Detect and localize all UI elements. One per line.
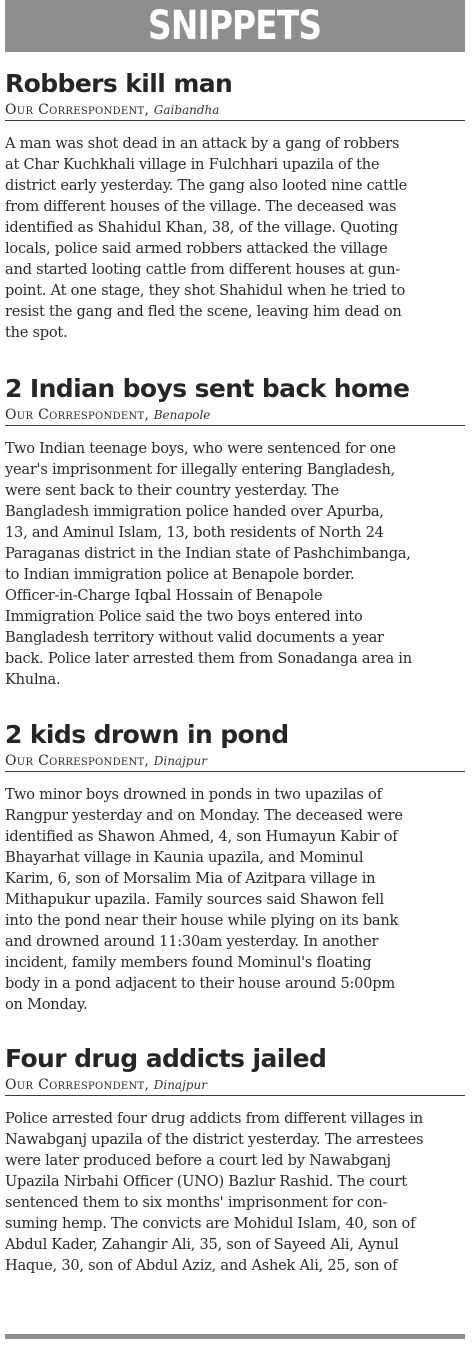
article-kids-drown-in-pond (5, 719, 465, 1015)
article-drug-addicts-jailed (5, 1043, 465, 1276)
body-line: Bhayarhat village in Kaunia upazila, and Mominul (5, 849, 364, 866)
article-headline[interactable]: 2 Indian boys sent back home (5, 374, 410, 403)
body-line: Officer-in-Charge Iqbal Hossain of Benapole (5, 587, 323, 604)
body-line: Police arrested four drug addicts from different villages in (5, 1110, 423, 1127)
byline-location: Dinajpur (153, 754, 207, 768)
body-line: Upazila Nirbahi Officer (UNO) Bazlur Rashid. The court (5, 1173, 407, 1190)
body-line: were later produced before a court led by Nawabganj (5, 1152, 391, 1169)
body-line: were sent back to their country yesterday. The (5, 482, 339, 499)
body-line: Immigration Police said the two boys entered into (5, 608, 363, 625)
body-line: district early yesterday. The gang also looted nine cattle (5, 177, 408, 194)
body-line: and started looting cattle from different houses at gun- (5, 261, 401, 278)
section-banner (5, 0, 465, 52)
article-body (5, 438, 465, 690)
article-body (5, 784, 465, 1015)
body-line: sentenced them to six months' imprisonment for con- (5, 1194, 388, 1211)
body-line: point. At one stage, they shot Shahidul when he tried to (5, 282, 406, 299)
body-line: the spot. (5, 324, 68, 341)
article-headline[interactable]: Four drug addicts jailed (5, 1044, 327, 1073)
body-line: incident, family members found Mominul's floating (5, 954, 372, 971)
body-line: back. Police later arrested them from Sonadanga area in (5, 650, 412, 667)
article-robbers-kill-man (5, 68, 465, 343)
body-line: on Monday. (5, 996, 88, 1013)
body-line: Mithapukur upazila. Family sources said Shawon fell (5, 891, 384, 908)
body-line: A man was shot dead in an attack by a gang of robbers (5, 135, 400, 152)
body-line: Karim, 6, son of Morsalim Mia of Azitpara village in (5, 870, 376, 887)
body-line: into the pond near their house while plying on its bank (5, 912, 399, 929)
article-byline (5, 752, 465, 772)
body-line: locals, police said armed robbers attacked the village (5, 240, 388, 257)
bottom-divider (5, 1334, 465, 1339)
byline-author: Our Correspondent, (5, 407, 150, 423)
body-line: 13, and Aminul Islam, 13, both residents of North 24 (5, 524, 384, 541)
section-title: SNIPPETS (148, 3, 322, 49)
byline-location: Gaibandha (153, 103, 220, 117)
byline-location: Dinajpur (153, 1078, 207, 1092)
body-line: to Indian immigration police at Benapole border. (5, 566, 355, 583)
body-line: at Char Kuchkhali village in Fulchhari upazila of the (5, 156, 380, 173)
body-line: Rangpur yesterday and on Monday. The deceased were (5, 807, 403, 824)
article-byline (5, 1076, 465, 1096)
body-line: Abdul Kader, Zahangir Ali, 35, son of Sayeed Ali, Aynul (5, 1236, 399, 1253)
body-line: Two minor boys drowned in ponds in two upazilas of (5, 786, 382, 803)
body-line: Bangladesh immigration police handed over Apurba, (5, 503, 384, 520)
body-line: year's imprisonment for illegally entering Bangladesh, (5, 461, 396, 478)
body-line: body in a pond adjacent to their house around 5:00pm (5, 975, 395, 992)
body-line: Two Indian teenage boys, who were sentenced for one (5, 440, 396, 457)
body-line: identified as Shahidul Khan, 38, of the village. Quoting (5, 219, 398, 236)
body-line: Paraganas district in the Indian state of Pashchimbanga, (5, 545, 411, 562)
body-line: resist the gang and fled the scene, leaving him dead on (5, 303, 402, 320)
body-line: from different houses of the village. The deceased was (5, 198, 397, 215)
body-line: and drowned around 11:30am yesterday. In another (5, 933, 379, 950)
body-line: suming hemp. The convicts are Mohidul Islam, 40, son of (5, 1215, 416, 1232)
byline-location: Benapole (153, 408, 211, 422)
article-body (5, 133, 465, 343)
body-line: Khulna. (5, 671, 61, 688)
body-line: Nawabganj upazila of the district yesterday. The arrestees (5, 1131, 424, 1148)
byline-author: Our Correspondent, (5, 1077, 150, 1093)
body-line: identified as Shawon Ahmed, 4, son Humayun Kabir of (5, 828, 398, 845)
article-headline[interactable]: Robbers kill man (5, 69, 233, 98)
byline-author: Our Correspondent, (5, 102, 150, 118)
body-line: Haque, 30, son of Abdul Aziz, and Ashek Ali, 25, son of (5, 1257, 398, 1274)
article-headline[interactable]: 2 kids drown in pond (5, 720, 289, 749)
body-line: Bangladesh territory without valid documents a year (5, 629, 384, 646)
byline-author: Our Correspondent, (5, 753, 150, 769)
article-byline (5, 101, 465, 121)
article-indian-boys-sent-back (5, 373, 465, 690)
article-body (5, 1108, 465, 1276)
article-byline (5, 406, 465, 426)
